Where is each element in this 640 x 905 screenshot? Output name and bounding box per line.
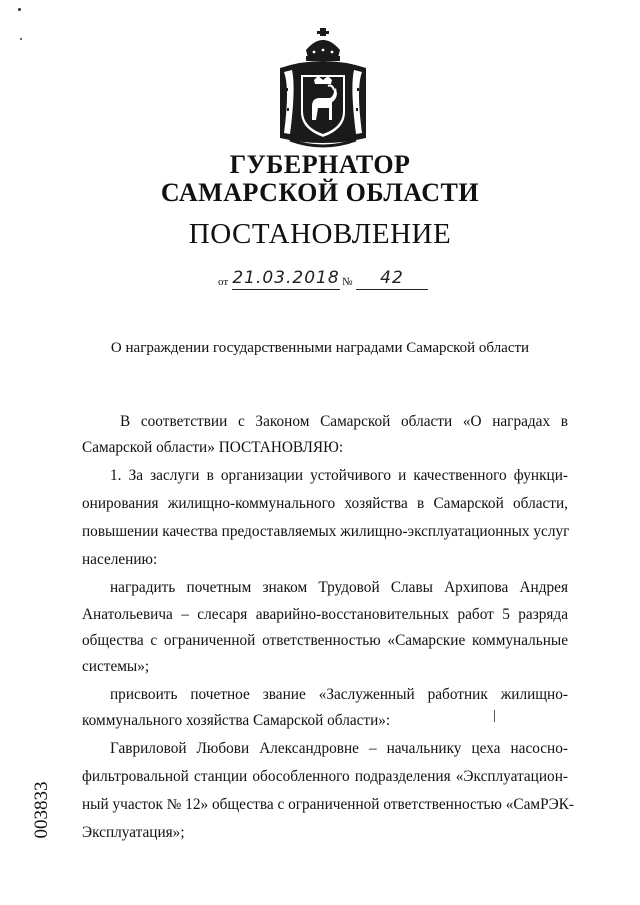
text-line: присвоить почетное звание «Заслуженный работник жилищно-: [110, 686, 568, 703]
award-paragraph-cont: [82, 605, 568, 624]
text-line: 1. За заслуги в организации устойчивого и качественного функци-: [110, 467, 568, 484]
scan-speck: [18, 8, 21, 11]
coat-of-arms-icon: [270, 28, 376, 152]
text-line: наградить почетным знаком Трудовой Славы Архипова Андрея: [110, 579, 568, 596]
text-line: Анатольевича – слесаря аварийно-восстановительных работ 5 разряда: [82, 606, 568, 623]
recipient-paragraph: [82, 739, 568, 758]
issuer-title-line1: ГУБЕРНАТОР: [229, 150, 411, 179]
award-paragraph: [82, 578, 568, 597]
registration-number-stamp: [22, 770, 62, 850]
clause-1-cont: [82, 494, 568, 513]
award-paragraph-cont: [82, 657, 568, 676]
recipient-paragraph-cont: [82, 767, 568, 786]
text-line: общества с ограниченной ответственностью «Самарские коммунальные: [82, 632, 568, 649]
document-type: ПОСТАНОВЛЕНИЕ: [188, 218, 452, 250]
clause-1-cont: [82, 522, 568, 541]
clause-1-cont: [82, 550, 568, 569]
text-line: онирования жилищно-коммунального хозяйства в Самарской области,: [82, 495, 568, 512]
date-from-label: от: [218, 276, 229, 288]
date-number-line: [218, 266, 438, 292]
text-line: населению:: [82, 551, 158, 568]
text-line: В соответствии с Законом Самарской области «О наградах в: [120, 413, 568, 430]
preamble-paragraph-cont: [82, 438, 568, 457]
title-award-paragraph-cont: [82, 711, 568, 730]
number-label: №: [342, 276, 353, 288]
text-line: коммунального хозяйства Самарской области»:: [82, 712, 391, 729]
recipient-paragraph-cont: [82, 823, 568, 842]
text-line: ный участок № 12» общества с ограниченной ответственностью «СамРЭК-: [82, 796, 574, 813]
text-line: системы»;: [82, 658, 150, 675]
text-line: повышении качества предоставляемых жилищно-эксплуатационных услуг: [82, 523, 570, 540]
text-line: Самарской области» ПОСТАНОВЛЯЮ:: [82, 439, 344, 456]
date-value: 21.03.2018: [232, 268, 340, 288]
scan-mark: [494, 710, 495, 722]
scan-speck: [20, 38, 22, 40]
document-subject: О награждении государственными наградами Самарской области: [110, 340, 530, 356]
preamble-paragraph: [82, 412, 568, 431]
registration-number: 003833: [31, 781, 52, 839]
title-award-paragraph: [82, 685, 568, 704]
text-line: фильтровальной станции обособленного подразделения «Эксплуатацион-: [82, 768, 568, 785]
recipient-paragraph-cont: [82, 795, 574, 814]
clause-1: [82, 466, 568, 485]
issuer-title-line2: САМАРСКОЙ ОБЛАСТИ: [160, 178, 480, 207]
text-line: Гавриловой Любови Александровне – начальнику цеха насосно-: [110, 740, 568, 757]
text-line: Эксплуатация»;: [82, 824, 185, 841]
number-value: 42: [356, 267, 428, 290]
award-paragraph-cont: [82, 631, 568, 650]
